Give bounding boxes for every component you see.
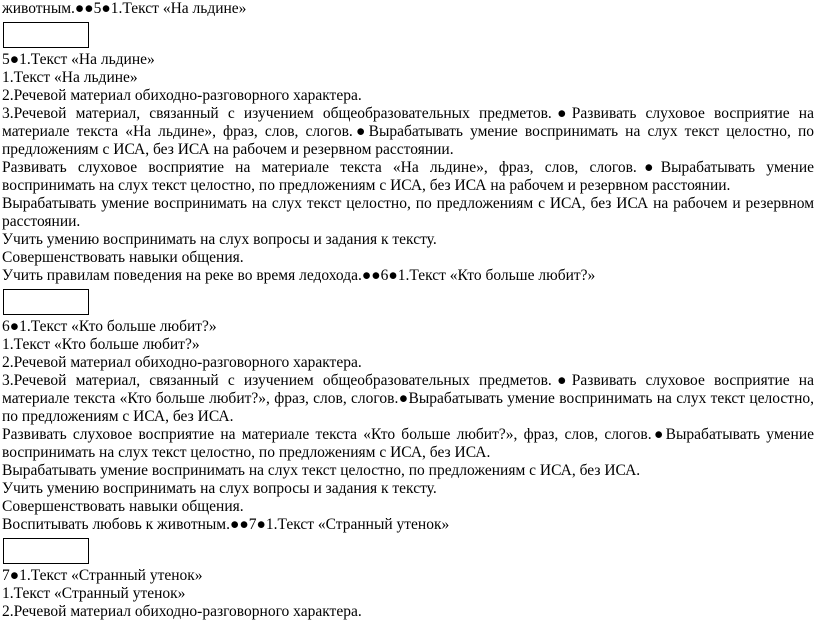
image-placeholder-box [3, 289, 89, 315]
section-5-heading: 5●1.Текст «На льдине» [2, 51, 155, 68]
section-7-item-2: 2.Речевой материал обиходно-разговорного характера. [2, 603, 362, 620]
section-6-item-2: 2.Речевой материал обиходно-разговорного характера. [2, 354, 362, 371]
section-6-paragraph-1: Развивать слуховое восприятие на материале текста «Кто больше любит?», фраз, слов, слогов.●Вырабатывать умение воспринимать на слух текст целостно, по предложениям с ИСА, без ИСА. [2, 426, 814, 461]
section-5-paragraph-4: Совершенствовать навыки общения. [2, 249, 244, 266]
section-6-item-1: 1.Текст «Кто больше любит?» [2, 336, 200, 353]
section-6-item-3: 3.Речевой материал, связанный с изучением общеобразовательных предметов.●Развивать слуховое восприятие на материале текста «Кто больше любит?», фраз, слов, слогов.●Вырабатывать умение воспринимать на слух текст целостно, по предложениям с ИСА, без ИСА. [2, 372, 814, 425]
section-7-heading: 7●1.Текст «Странный утенок» [2, 567, 203, 584]
top-line: животным.●●5●1.Текст «На льдине» [2, 0, 247, 17]
section-7-item-1: 1.Текст «Странный утенок» [2, 585, 186, 602]
section-5-paragraph-3: Учить умению воспринимать на слух вопросы и задания к тексту. [2, 231, 437, 248]
section-6-heading: 6●1.Текст «Кто больше любит?» [2, 318, 217, 335]
section-6-paragraph-5: Воспитывать любовь к животным.●●7●1.Текст «Странный утенок» [2, 516, 450, 533]
image-placeholder-box [3, 538, 89, 564]
section-5-paragraph-1: Развивать слуховое восприятие на материале текста «На льдине», фраз, слов, слогов.●Вырабатывать умение воспринимать на слух текст целостно, по предложениям с ИСА, без ИСА на рабочем и резервном расстоянии. [2, 159, 814, 194]
image-placeholder-box [3, 22, 89, 48]
section-6-paragraph-4: Совершенствовать навыки общения. [2, 498, 244, 515]
section-5-paragraph-2: Вырабатывать умение воспринимать на слух текст целостно, по предложениям с ИСА, без ИСА на рабочем и резервном расстоянии. [2, 195, 814, 230]
section-5-item-3: 3.Речевой материал, связанный с изучением общеобразовательных предметов.●Развивать слуховое восприятие на материале текста «На льдине», фраз, слов, слогов.●Вырабатывать умение воспринимать на слух текст целостно, по предложениям с ИСА, без ИСА на рабочем и резервном расстоянии. [2, 105, 814, 158]
section-6-paragraph-2: Вырабатывать умение воспринимать на слух текст целостно, по предложениям с ИСА, без ИСА. [2, 462, 641, 479]
section-5-item-2: 2.Речевой материал обиходно-разговорного характера. [2, 87, 362, 104]
section-5-item-1: 1.Текст «На льдине» [2, 69, 138, 86]
section-5-paragraph-5: Учить правилам поведения на реке во время ледохода.●●6●1.Текст «Кто больше любит?» [2, 267, 596, 284]
section-6-paragraph-3: Учить умению воспринимать на слух вопросы и задания к тексту. [2, 480, 437, 497]
